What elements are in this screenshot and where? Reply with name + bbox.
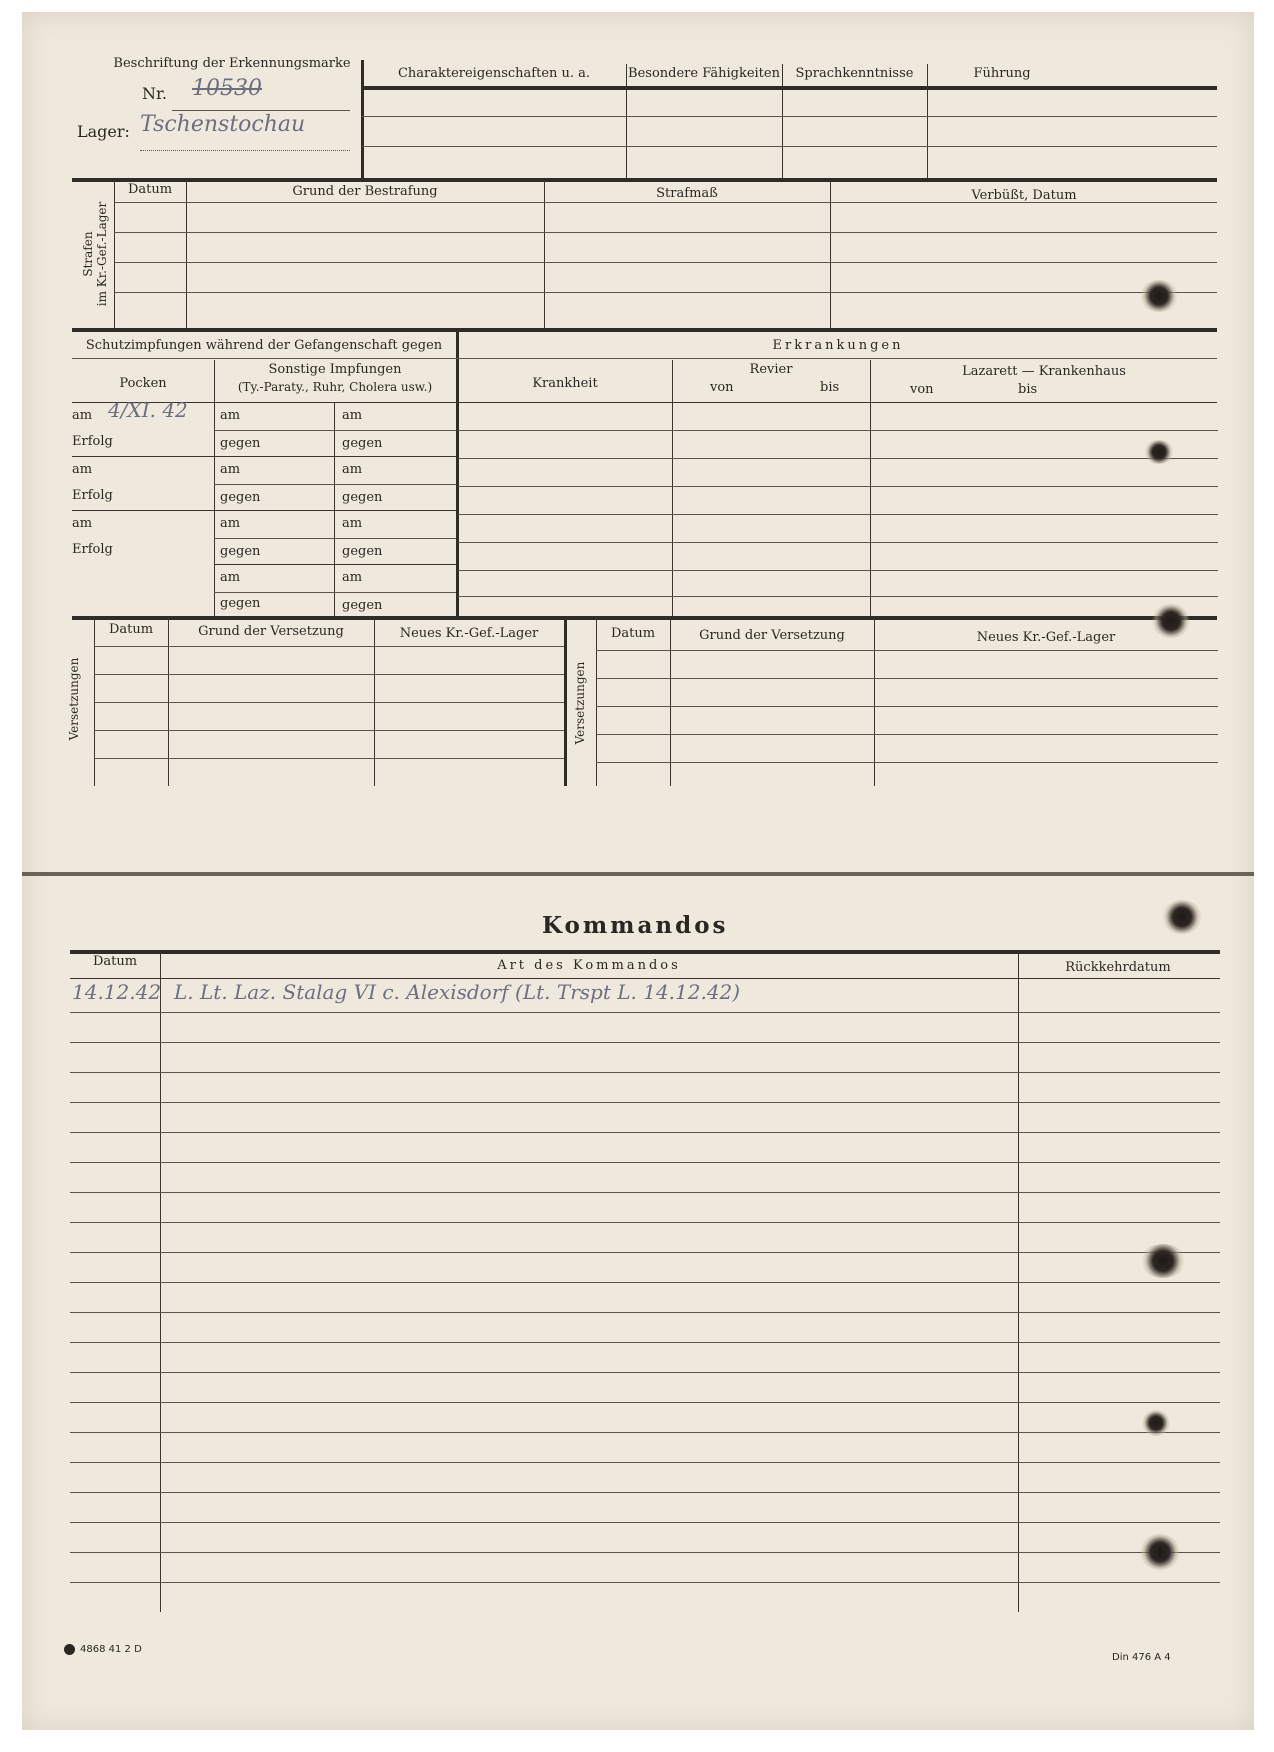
kommandos-title: Kommandos [542,912,729,939]
punch-hole [1140,1244,1186,1278]
lazarett-bis: bis [1018,382,1038,397]
am-label: am [342,462,363,477]
pocken-label: Pocken [119,376,167,391]
vline [670,618,671,786]
row-line [458,486,1218,487]
nr-underline [172,110,350,111]
row-line [70,1282,1220,1283]
first-am-value: 4/XI. 42 [108,398,188,422]
row-line [458,570,1218,571]
row-line [214,592,456,593]
row-line [70,1522,1220,1523]
row-line [114,292,1217,293]
gegen-label: gegen [342,436,383,451]
versetzungen-side-label: Versetzungen [67,657,81,741]
am-label: am [342,408,363,423]
row-line [458,542,1218,543]
row-line [458,430,1218,431]
row-line [596,678,1218,679]
am-label: am [72,516,93,531]
erfolg-label: Erfolg [72,542,113,557]
punch-hole [1162,900,1202,934]
row-line [114,232,1217,233]
lazarett-von: von [910,382,934,397]
gegen-label: gegen [220,544,261,559]
strafen-top-rule [72,178,1217,182]
vers-col-lager-2: Neues Kr.-Gef.-Lager [976,630,1116,645]
row-line [72,358,1217,359]
impf-top-rule [72,328,1217,332]
vline [596,618,597,786]
strafen-col-strafmass: Strafmaß [656,186,718,201]
kommando-entry-text: L. Lt. Laz. Stalag VI c. Alexisdorf (Lt. Trspt L. 14.12.42) [174,980,741,1004]
krankheit-label: Krankheit [532,376,598,391]
row-line [458,514,1218,515]
impf-title: Schutzimpfungen während der Gefangenschaft gegen [85,338,443,353]
row-line [70,1042,1220,1043]
row-line [70,1222,1220,1223]
punch-hole [1140,1534,1180,1570]
revier-von: von [710,380,734,395]
strafen-side-label: Strafen im Kr.-Gef.-Lager [81,201,109,307]
sonstige-sub-label: (Ty.-Paraty., Ruhr, Cholera usw.) [237,380,433,394]
header-top-rule [361,86,1217,90]
row-line [72,402,1217,403]
erkennungsmarke-label: Beschriftung der Erkennungsmarke [113,56,351,71]
row-line [458,458,1218,459]
punch-hole [1144,440,1174,464]
vers-col-grund: Grund der Versetzung [198,624,344,639]
header-line [70,978,1220,979]
gegen-label: gegen [342,598,383,613]
versetzungen-top-rule [72,616,1217,620]
vers-col-datum: Datum [108,622,154,637]
row-line [94,730,564,731]
row-line [70,1252,1220,1253]
row-line [70,1132,1220,1133]
punch-hole [1152,604,1190,638]
revier-label: Revier [749,362,793,377]
row-line [458,596,1218,597]
col-sprache: Sprachkenntnisse [795,66,914,81]
kommandos-col-rueckkehr: Rückkehrdatum [1065,960,1171,975]
gegen-label: gegen [220,490,261,505]
lazarett-label: Lazarett — Krankenhaus [962,364,1126,379]
versetzungen-side-label-2: Versetzungen [573,661,587,745]
versetzungen-divider [564,618,567,786]
strafen-col-grund: Grund der Bestrafung [292,184,438,199]
vline [782,64,783,180]
kommandos-col-art: Art des Kommandos [497,958,681,973]
lager-label: Lager: [77,122,130,141]
row-line [596,706,1218,707]
gegen-label: gegen [220,596,261,611]
punch-hole [1140,280,1178,312]
row-line [214,564,456,565]
row-line [70,1552,1220,1553]
am-label: am [342,570,363,585]
am-label: am [220,516,241,531]
erfolg-label: Erfolg [72,434,113,449]
vline [870,360,871,618]
row-line [70,1072,1220,1073]
row-line [70,1162,1220,1163]
erkrankungen-title: Erkrankungen [772,338,904,353]
row-line [70,1462,1220,1463]
row-line [596,650,1218,651]
row-line [214,484,456,485]
row-line [70,1372,1220,1373]
am-label: am [220,408,241,423]
col-faehigkeiten: Besondere Fähigkeiten [628,66,780,81]
row-line [70,1492,1220,1493]
row-line [114,262,1217,263]
impf-divider [456,330,459,618]
vline [626,64,627,180]
row-line [72,456,456,457]
row-line [94,758,564,759]
strafen-col-datum: Datum [127,182,173,197]
kommandos-top-rule [70,950,1220,954]
col-fuehrung: Führung [973,66,1031,81]
am-label: am [342,516,363,531]
row-line [94,702,564,703]
row-line [70,1192,1220,1193]
kommando-entry-date: 14.12.42 [72,980,162,1004]
row-line [70,1582,1220,1583]
lager-value: Tschenstochau [140,112,306,137]
print-code: 4868 41 2 D [80,1644,142,1655]
vline [927,64,928,180]
vline [214,360,215,618]
din-label: Din 476 A 4 [1112,1652,1171,1663]
row-line [70,1312,1220,1313]
strafen-col-verbuesst: Verbüßt, Datum [971,188,1077,203]
gegen-label: gegen [220,436,261,451]
vers-col-datum-2: Datum [610,626,656,641]
row-line [94,646,564,647]
row-line [70,1432,1220,1433]
nr-label: Nr. [142,84,167,103]
gegen-label: gegen [342,490,383,505]
row-line [362,116,1217,117]
am-label: am [220,570,241,585]
kommandos-col-datum: Datum [92,954,138,969]
revier-bis: bis [820,380,840,395]
am-label: am [72,462,93,477]
col-charakter: Charaktereigenschaften u. a. [397,66,591,81]
form-sheet [22,12,1254,1730]
punch-hole [1142,1410,1170,1436]
sonstige-label: Sonstige Impfungen [268,362,402,377]
row-line [362,146,1217,147]
nr-value: 10530 [192,76,262,101]
row-line [214,430,456,431]
row-line [70,1012,1220,1013]
row-line [214,538,456,539]
gegen-label: gegen [342,544,383,559]
lager-underline [140,150,350,151]
am-label: am [220,462,241,477]
print-mark-icon [64,1644,75,1655]
row-line [70,1402,1220,1403]
fold-line [22,872,1254,876]
row-line [70,1102,1220,1103]
row-line [114,202,1217,203]
am-label: am [72,408,93,423]
vers-col-lager: Neues Kr.-Gef.-Lager [399,626,539,641]
vline [672,360,673,618]
erfolg-label: Erfolg [72,488,113,503]
row-line [94,674,564,675]
row-line [596,734,1218,735]
row-line [72,510,456,511]
row-line [596,762,1218,763]
row-line [70,1342,1220,1343]
vers-col-grund-2: Grund der Versetzung [699,628,845,643]
